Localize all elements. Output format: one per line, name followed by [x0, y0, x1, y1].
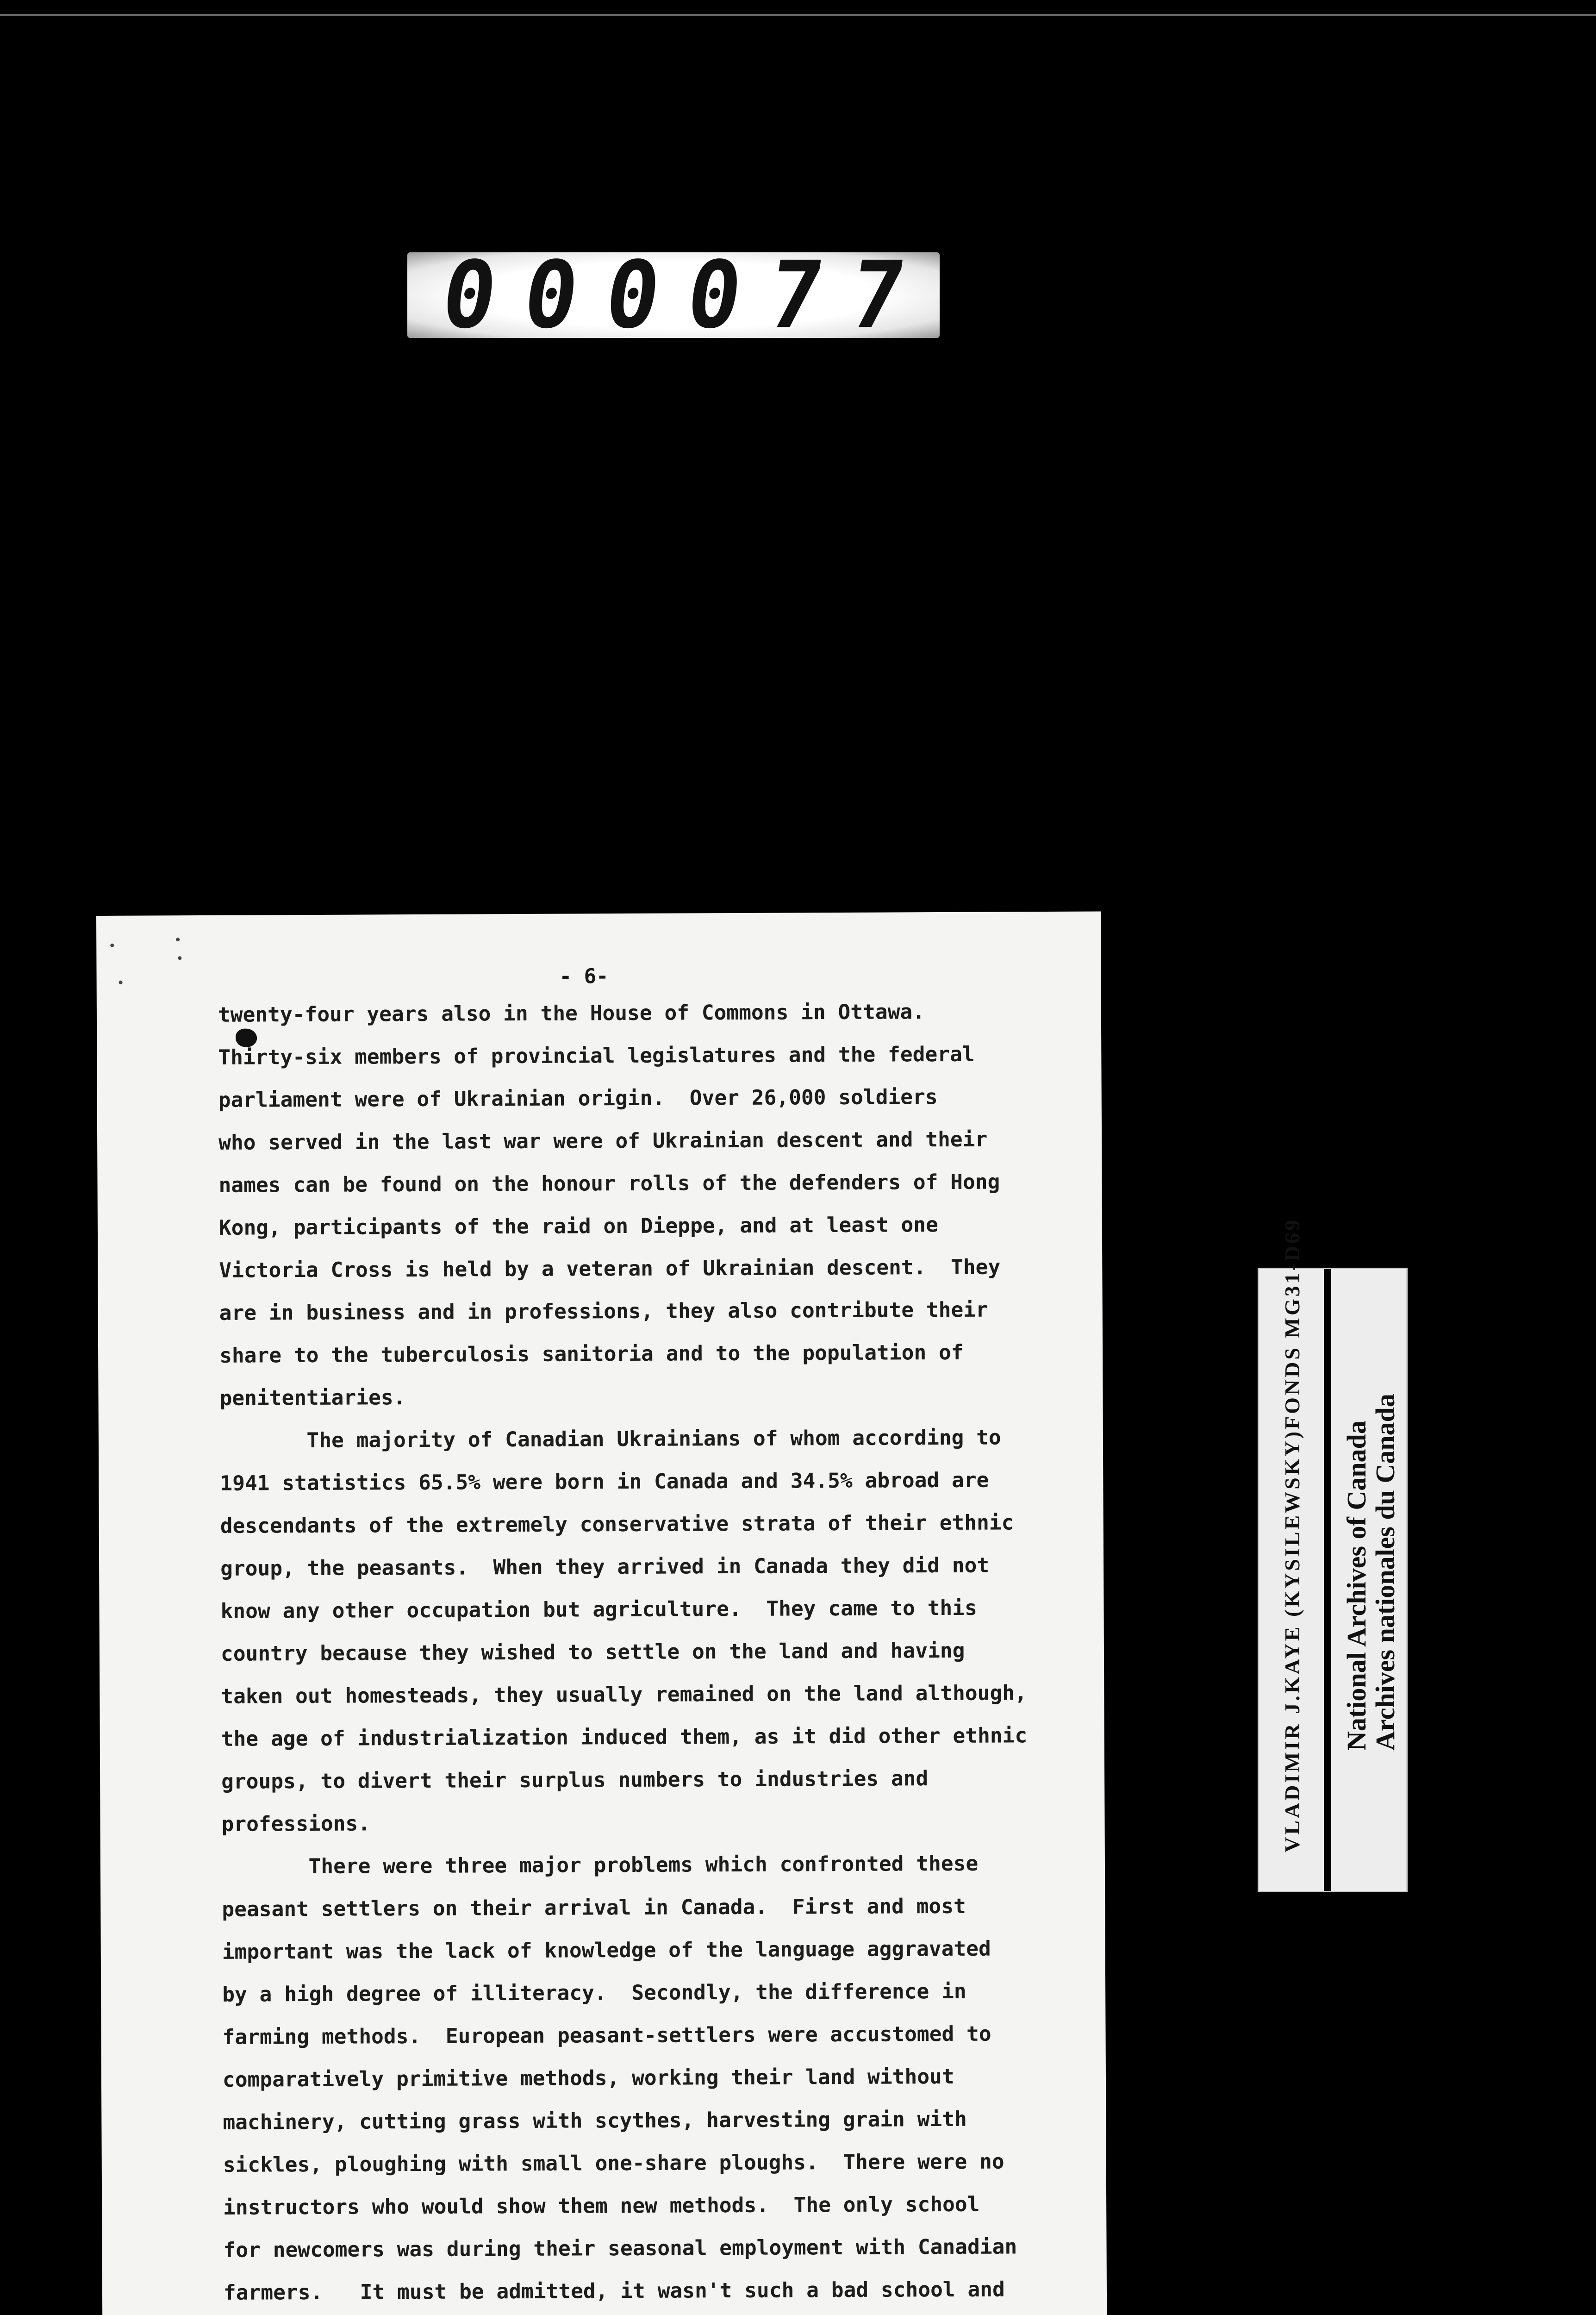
text-line: Kong, participants of the raid on Dieppe, and at least one: [218, 1213, 938, 1240]
text-line: farming methods. European peasant-settlers were accustomed to: [222, 2022, 991, 2049]
text-line: professions.: [221, 1812, 371, 1836]
text-line: The majority of Canadian Ukrainians of whom according to: [219, 1426, 1001, 1453]
archive-label: [1258, 1217, 1408, 1892]
text-line: know any other occupation but agriculture. They came to this: [220, 1596, 977, 1623]
typewritten-page: [96, 912, 1108, 2315]
text-line: twenty-four years also in the House of Commons in Ottawa.: [218, 1000, 925, 1027]
paper-speck: [178, 956, 181, 960]
institution-name: [1342, 1394, 1400, 1751]
text-line: There were three major problems which confronted these: [221, 1852, 979, 1879]
frame-number: 000077: [435, 241, 941, 349]
page-body-text: [218, 990, 1104, 2315]
text-line: Victoria Cross is held by a veteran of Ukrainian descent. They: [219, 1255, 1001, 1283]
text-line: 1941 statistics 65.5% were born in Canada and 34.5% abroad are: [220, 1468, 989, 1495]
text-line: machinery, cutting grass with scythes, harvesting grain with: [223, 2107, 967, 2134]
page-header-number: - 6-: [559, 964, 609, 989]
text-line: instructors who would show them new methods. The only school: [223, 2192, 980, 2220]
text-line: farmers. It must be admitted, it wasn't such a bad school and: [223, 2277, 1005, 2305]
label-divider: [1324, 1269, 1331, 1891]
film-edge-rule: [0, 14, 1596, 16]
text-line: the age of industrialization induced them, as it did other ethnic: [221, 1724, 1028, 1751]
text-line: groups, to divert their surplus numbers to industries and: [221, 1767, 929, 1794]
text-line: taken out homesteads, they usually remained on the land although,: [221, 1681, 1027, 1708]
text-line: sickles, ploughing with small one-share ploughs. There were no: [223, 2150, 1004, 2177]
frame-number-plate: [407, 241, 941, 349]
text-line: share to the tuberculosis sanitoria and to the population of: [219, 1340, 964, 1368]
text-line: Thirty-six members of provincial legislatures and the federal: [218, 1042, 975, 1070]
institution-name-en: National Archives of Canada: [1341, 1420, 1372, 1751]
text-line: for newcomers was during their seasonal employment with Canadian: [223, 2235, 1017, 2262]
text-line: penitentiaries.: [219, 1386, 406, 1410]
text-line: who served in the last war were of Ukrainian descent and their: [218, 1127, 988, 1155]
institution-name-fr: Archives nationales du Canada: [1370, 1394, 1400, 1751]
text-line: comparatively primitive methods, working their land without: [222, 2065, 954, 2092]
text-line: group, the peasants. When they arrived in Canada they did not: [220, 1553, 990, 1581]
text-line: by a high degree of illiteracy. Secondly, the difference in: [222, 1979, 966, 2007]
paper-speck: [119, 981, 123, 984]
paper-speck: [110, 944, 114, 947]
text-line: parliament were of Ukrainian origin. Over 26,000 soldiers: [218, 1085, 938, 1112]
text-line: important was the lack of knowledge of the language aggravated: [222, 1937, 991, 1964]
text-line: country because they wished to settle on the land and having: [220, 1639, 965, 1666]
fonds-reference: VLADIMIR J.KAYE (KYSILEWSKY)FONDS MG31-D69: [1280, 1217, 1304, 1852]
paper-speck: [176, 938, 180, 941]
text-line: names can be found on the honour rolls of the defenders of Hong: [218, 1170, 1000, 1197]
text-line: are in business and in professions, they also contribute their: [219, 1298, 988, 1325]
text-line: descendants of the extremely conservative strata of their ethnic: [220, 1511, 1014, 1538]
text-line: peasant settlers on their arrival in Canada. First and most: [222, 1894, 966, 1921]
